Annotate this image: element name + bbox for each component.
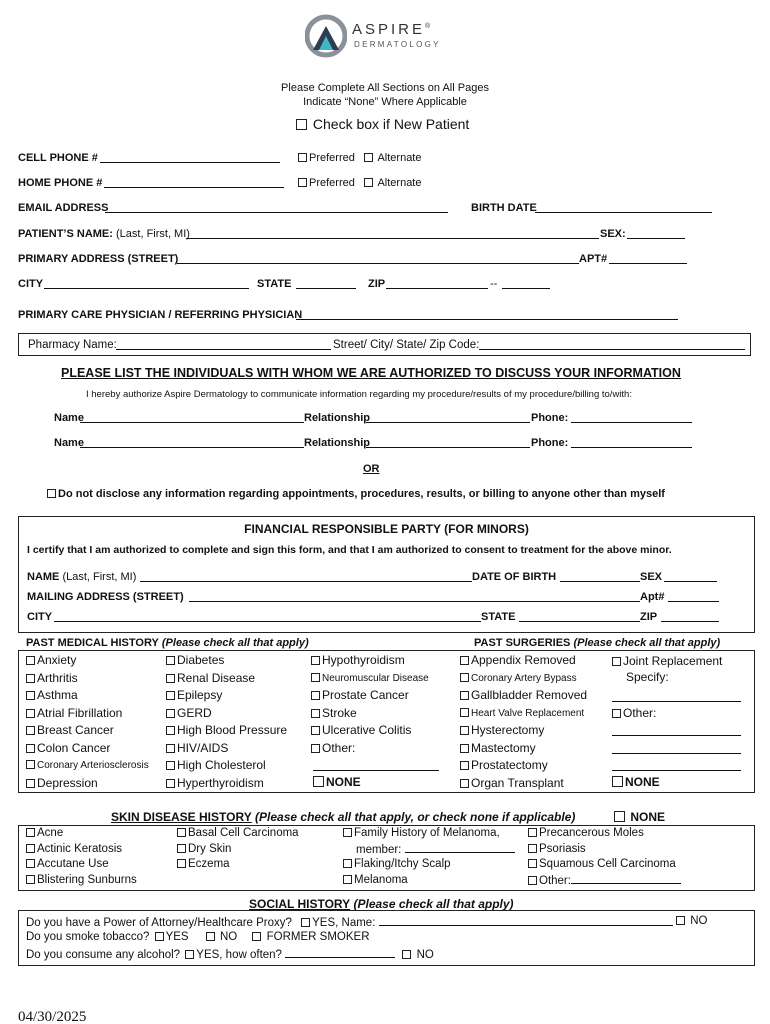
footer-date: 04/30/2025 xyxy=(18,1009,87,1024)
medical-option[interactable]: Other: xyxy=(311,740,429,758)
city-label: CITY xyxy=(18,278,44,290)
email-field[interactable] xyxy=(105,202,448,213)
medical-none-label: NONE xyxy=(326,775,361,789)
financial-sex-field[interactable] xyxy=(664,571,717,582)
medical-option[interactable]: Breast Cancer xyxy=(26,722,149,740)
skin-col-4 xyxy=(528,826,681,888)
medical-option[interactable]: HIV/AIDS xyxy=(166,740,287,758)
surgery-other-field-3[interactable] xyxy=(612,760,741,771)
phone-label: Phone: xyxy=(531,437,569,449)
skin-option[interactable]: Accutane Use xyxy=(26,857,137,873)
medical-option[interactable]: GERD xyxy=(166,705,287,723)
skin-option[interactable]: Actinic Keratosis xyxy=(26,842,137,858)
financial-zip-label: ZIP xyxy=(640,611,658,623)
medical-other-field[interactable] xyxy=(313,760,439,771)
medical-option[interactable]: Stroke xyxy=(311,705,429,723)
authorized-name-label: Name xyxy=(54,412,84,424)
financial-dob-field[interactable] xyxy=(560,571,640,582)
preferred-label: Preferred xyxy=(309,152,355,164)
medical-option[interactable]: Hypothyroidism xyxy=(311,652,429,670)
medical-option[interactable]: Prostate Cancer xyxy=(311,687,429,705)
medical-option[interactable]: High Blood Pressure xyxy=(166,722,287,740)
medical-title: PAST MEDICAL HISTORY (Please check all that apply) xyxy=(26,637,309,649)
brand-name: ASPIRE® xyxy=(352,21,434,38)
q1-yes-checkbox[interactable] xyxy=(301,918,310,927)
skin-option[interactable]: Blistering Sunburns xyxy=(26,873,137,889)
surgery-option[interactable]: Appendix Removed xyxy=(460,652,587,670)
relationship-label: Relationship xyxy=(304,412,371,424)
relationship-field-1[interactable] xyxy=(366,412,530,423)
q3-no-checkbox[interactable] xyxy=(402,950,411,959)
social-q3-row xyxy=(26,947,434,961)
birth-date-field[interactable] xyxy=(535,202,712,213)
cell-phone-label: CELL PHONE # xyxy=(18,152,98,164)
zip-label: ZIP xyxy=(368,278,386,290)
mailing-label: MAILING ADDRESS (STREET) xyxy=(27,591,184,603)
phone-field-1[interactable] xyxy=(571,412,692,423)
medical-option[interactable]: High Cholesterol xyxy=(166,757,287,775)
pharmacy-name-label: Pharmacy Name: xyxy=(28,339,117,351)
apt-label: APT# xyxy=(579,253,608,265)
skin-none-option[interactable]: NONE xyxy=(614,810,665,824)
surgery-option[interactable]: Organ Transplant xyxy=(460,775,587,793)
surgery-option[interactable]: Gallbladder Removed xyxy=(460,687,587,705)
brand-sub: DERMATOLOGY xyxy=(354,40,441,49)
family-member-row: member: xyxy=(343,842,515,858)
skin-none-checkbox[interactable] xyxy=(614,811,625,822)
skin-col-3 xyxy=(343,826,515,888)
surgery-option[interactable]: Coronary Artery Bypass xyxy=(460,670,587,688)
pharmacy-address-label: Street/ City/ State/ Zip Code: xyxy=(333,339,480,351)
skin-option[interactable]: Psoriasis xyxy=(528,842,681,858)
or-label: OR xyxy=(363,463,380,475)
home-alternate-option[interactable] xyxy=(364,177,421,189)
financial-title: FINANCIAL RESPONSIBLE PARTY (FOR MINORS) xyxy=(244,522,529,536)
email-label: EMAIL ADDRESS xyxy=(18,202,109,214)
no-disclose-label: Do not disclose any information regarding appointments, procedures, results, or billing to anyone other than myself xyxy=(58,488,665,500)
apt-field[interactable] xyxy=(609,253,687,264)
medical-option[interactable]: Asthma xyxy=(26,687,149,705)
skin-option[interactable]: Flaking/Itchy Scalp xyxy=(343,857,515,873)
q3-yes-label: YES, how often? xyxy=(196,949,282,961)
financial-apt-field[interactable] xyxy=(668,591,719,602)
social-q3-label: Do you consume any alcohol? xyxy=(26,949,181,961)
social-q2-label: Do you smoke tobacco? xyxy=(26,931,150,943)
medical-option[interactable]: Epilepsy xyxy=(166,687,287,705)
cell-preferred-option[interactable] xyxy=(298,152,355,164)
skin-option[interactable]: Basal Cell Carcinoma xyxy=(177,826,299,842)
phone-label: Phone: xyxy=(531,412,569,424)
cell-preferred-checkbox[interactable] xyxy=(298,153,307,162)
address-field[interactable] xyxy=(177,253,579,264)
medical-col-3 xyxy=(311,652,429,757)
zip-ext-field[interactable] xyxy=(502,278,550,289)
q1-name-field[interactable] xyxy=(379,915,673,926)
authorized-statement: I hereby authorize Aspire Dermatology to communicate information regarding my procedure/results of my procedure/billing to/with: xyxy=(86,389,632,400)
address-label: PRIMARY ADDRESS (STREET) xyxy=(18,253,179,265)
q1-yes-label: YES, Name: xyxy=(312,917,376,929)
new-patient-row[interactable] xyxy=(296,116,469,132)
surgeries-title: PAST SURGERIES (Please check all that apply) xyxy=(474,637,721,649)
cell-alternate-option[interactable] xyxy=(364,152,421,164)
q2-former-checkbox[interactable] xyxy=(252,932,261,941)
medical-option[interactable]: Renal Disease xyxy=(166,670,287,688)
authorized-name-label: Name xyxy=(54,437,84,449)
physician-field[interactable] xyxy=(296,309,678,320)
state-label: STATE xyxy=(257,278,292,290)
skin-option[interactable]: Acne xyxy=(26,826,137,842)
new-patient-label: Check box if New Patient xyxy=(312,116,470,132)
cell-phone-field[interactable] xyxy=(100,152,280,163)
skin-option[interactable]: Eczema xyxy=(177,857,299,873)
medical-option[interactable]: Colon Cancer xyxy=(26,740,149,758)
skin-col-1 xyxy=(26,826,137,888)
financial-dob-label: DATE OF BIRTH xyxy=(472,571,557,583)
surgery-option[interactable]: Mastectomy xyxy=(460,740,587,758)
patient-name-label: PATIENT’S NAME: (Last, First, MI) xyxy=(18,228,190,240)
zip-field[interactable] xyxy=(386,278,488,289)
medical-option[interactable]: Diabetes xyxy=(166,652,287,670)
q2-yes-checkbox[interactable] xyxy=(155,932,164,941)
medical-option[interactable]: Hyperthyroidism xyxy=(166,775,287,793)
social-q2-row xyxy=(26,931,370,943)
surgery-none-option[interactable] xyxy=(612,775,660,789)
financial-state-label: STATE xyxy=(481,611,516,623)
financial-zip-field[interactable] xyxy=(661,611,719,622)
pharmacy-address-field[interactable] xyxy=(479,339,745,350)
medical-none-checkbox[interactable] xyxy=(313,776,324,787)
financial-sex-label: SEX xyxy=(640,571,663,583)
pharmacy-name-field[interactable] xyxy=(116,339,331,350)
financial-state-field[interactable] xyxy=(519,611,640,622)
medical-option[interactable]: Ulcerative Colitis xyxy=(311,722,429,740)
medical-option[interactable]: Neuromuscular Disease xyxy=(311,670,429,688)
sex-field[interactable] xyxy=(627,228,685,239)
skin-option[interactable]: Dry Skin xyxy=(177,842,299,858)
home-phone-field[interactable] xyxy=(104,177,284,188)
sex-label: SEX: xyxy=(600,228,626,240)
surgery-other-field-2[interactable] xyxy=(612,743,741,754)
q2-yes-label: YES xyxy=(165,931,189,943)
social-q1-row xyxy=(26,915,673,929)
surgery-other-field-1[interactable] xyxy=(612,725,741,736)
skin-title: SKIN DISEASE HISTORY (Please check all that apply, or check none if applicable) xyxy=(111,810,576,824)
financial-name-field[interactable] xyxy=(140,571,472,582)
q1-no-option[interactable]: NO xyxy=(676,915,707,927)
medical-option[interactable]: Atrial Fibrillation xyxy=(26,705,149,723)
surgery-option[interactable]: Heart Valve Replacement xyxy=(460,705,587,723)
medical-col-1 xyxy=(26,652,149,792)
authorized-title: PLEASE LIST THE INDIVIDUALS WITH WHOM WE ARE AUTHORIZED TO DISCUSS YOUR INFORMATION xyxy=(61,366,681,380)
financial-certify: I certify that I am authorized to complete and sign this form, and that I am authorized to consent to treatment for the above minor. xyxy=(27,544,672,556)
home-preferred-option[interactable] xyxy=(298,177,355,189)
skin-option[interactable]: Precancerous Moles xyxy=(528,826,681,842)
aspire-logo-icon xyxy=(305,14,347,58)
social-q1-label: Do you have a Power of Attorney/Healthcare Proxy? xyxy=(26,917,292,929)
alternate-label: Alternate xyxy=(377,152,422,164)
relationship-field-2[interactable] xyxy=(366,437,530,448)
relationship-label: Relationship xyxy=(304,437,371,449)
surgery-option[interactable]: Prostatectomy xyxy=(460,757,587,775)
phone-field-2[interactable] xyxy=(571,437,692,448)
financial-city-field[interactable] xyxy=(54,611,481,622)
skin-option[interactable]: Family History of Melanoma, xyxy=(343,826,515,842)
social-title: SOCIAL HISTORY (Please check all that apply) xyxy=(249,897,514,911)
home-preferred-checkbox[interactable] xyxy=(298,178,307,187)
financial-name-label: NAME (Last, First, MI) xyxy=(27,571,137,583)
no-disclose-checkbox[interactable] xyxy=(47,489,56,498)
q3-yes-checkbox[interactable] xyxy=(185,950,194,959)
instructions-line1: Please Complete All Sections on All Pages xyxy=(281,82,489,94)
authorized-name-field-1[interactable] xyxy=(80,412,304,423)
surgery-none-label: NONE xyxy=(625,775,660,789)
physician-label: PRIMARY CARE PHYSICIAN / REFERRING PHYSICIAN xyxy=(18,309,303,321)
surgery-other-option[interactable]: Other: xyxy=(612,706,656,720)
family-member-field[interactable] xyxy=(405,842,515,853)
home-phone-label: HOME PHONE # xyxy=(18,177,103,189)
surgery-none-checkbox[interactable] xyxy=(612,776,623,787)
financial-city-label: CITY xyxy=(27,611,53,623)
instructions-line2: Indicate “None” Where Applicable xyxy=(303,96,467,108)
skin-col-2 xyxy=(177,826,299,873)
cell-alternate-checkbox[interactable] xyxy=(364,153,373,162)
q3-no-label: NO xyxy=(416,949,434,961)
no-disclose-row[interactable] xyxy=(47,488,665,500)
patient-name-field[interactable] xyxy=(186,228,599,239)
new-patient-checkbox[interactable] xyxy=(296,119,307,130)
surgery-option[interactable]: Hysterectomy xyxy=(460,722,587,740)
q2-no-label: NO xyxy=(220,931,238,943)
surgeries-col-1 xyxy=(460,652,587,792)
medical-option[interactable]: Arthritis xyxy=(26,670,149,688)
skin-option[interactable]: Squamous Cell Carcinoma xyxy=(528,857,681,873)
mailing-field[interactable] xyxy=(189,591,640,602)
q3-often-field[interactable] xyxy=(285,947,395,958)
city-field[interactable] xyxy=(44,278,249,289)
skin-other-option[interactable]: Other: xyxy=(528,873,681,889)
joint-replacement-option[interactable]: Joint Replacement xyxy=(612,654,722,668)
medical-col-2 xyxy=(166,652,287,792)
preferred-label: Preferred xyxy=(309,177,355,189)
medical-none-option[interactable] xyxy=(313,775,361,789)
alternate-label: Alternate xyxy=(377,177,422,189)
zip-dash: -- xyxy=(490,278,498,290)
authorized-name-field-2[interactable] xyxy=(80,437,304,448)
state-field[interactable] xyxy=(296,278,356,289)
specify-label: Specify: xyxy=(626,670,669,684)
skin-other-field[interactable] xyxy=(571,873,681,884)
q2-no-checkbox[interactable] xyxy=(206,932,215,941)
medical-option[interactable]: Anxiety xyxy=(26,652,149,670)
skin-option[interactable]: Melanoma xyxy=(343,873,515,889)
home-alternate-checkbox[interactable] xyxy=(364,178,373,187)
financial-apt-label: Apt# xyxy=(640,591,665,603)
specify-field[interactable] xyxy=(612,691,741,702)
q2-former-label: FORMER SMOKER xyxy=(266,931,370,943)
birth-date-label: BIRTH DATE xyxy=(471,202,537,214)
medical-option[interactable]: Coronary Arteriosclerosis xyxy=(26,757,149,775)
medical-option[interactable]: Depression xyxy=(26,775,149,793)
